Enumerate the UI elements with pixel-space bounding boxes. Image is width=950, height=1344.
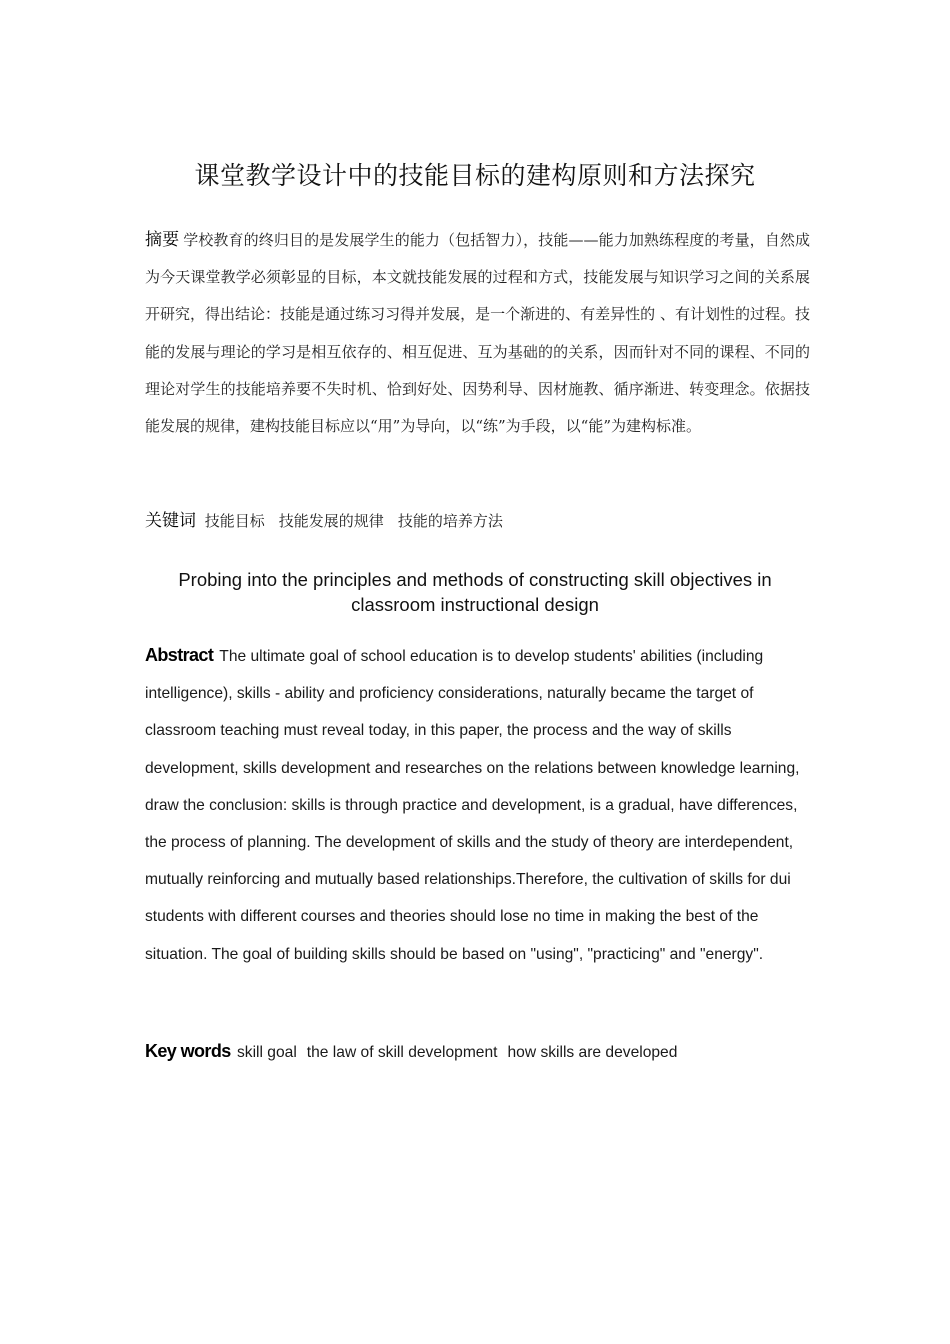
chinese-keywords-label: 关键词	[145, 511, 196, 531]
english-keywords-label: Key words	[145, 1041, 231, 1061]
english-abstract-label: Abstract	[145, 645, 214, 665]
english-keywords	[145, 1036, 810, 1068]
chinese-keywords	[145, 506, 810, 536]
chinese-abstract-text: 学校教育的终归目的是发展学生的能力（包括智力），技能——能力加熟练程度的考量，自然成为今天课堂教学必须彰显的目标，本文就技能发展的过程和方式，技能发展与知识学习之间的关系展开研究，得出结论：技能是通过练习习得并发展，是一个渐进的、有差异性的 、有计划性的过程。技能的发展与理论的学习是相互依存的、相互促进、互为基础的的关系，因而针对不同的课程、不同的理论对学生的技能培养要不失时机、恰到好处、因势利导、因材施教、循序渐进、转变理念。依据技能发展的规律，建构技能目标应以“用”为导向，以“练”为手段，以“能”为建构标准。	[145, 231, 810, 436]
english-keyword: the law of skill development	[306, 1044, 498, 1061]
english-abstract	[145, 637, 810, 973]
english-title: Probing into the principles and methods of constructing skill objectives in classroom instructional design	[178, 569, 772, 615]
english-abstract-text: The ultimate goal of school education is to develop students' abilities (including intelligence), skills - ability and proficiency considerations, naturally became the target of classroom teaching must reveal today, in this paper, the process and the way of skills development, skills development and researches on the relations between knowledge learning, draw the conclusion: skills is through practice and development, is a gradual, have differences, the process of planning. The development of skills and the study of theory are interdependent, mutually reinforcing and mutually based relationships.Therefore, the cultivation of skills for dui students with different courses and theories should lose no time in making the best of the situation. The goal of building skills should be based on "using", "practicing" and "energy".	[145, 648, 800, 963]
chinese-title: 课堂教学设计中的技能目标的建构原则和方法探究	[194, 161, 756, 190]
english-keyword: how skills are developed	[507, 1044, 678, 1061]
chinese-keyword: 技能目标	[204, 512, 265, 530]
english-keyword: skill goal	[236, 1044, 297, 1061]
chinese-abstract-label: 摘要	[145, 230, 180, 250]
chinese-keyword: 技能发展的规律	[278, 512, 384, 530]
chinese-abstract	[145, 222, 810, 445]
chinese-keyword: 技能的培养方法	[397, 512, 503, 530]
